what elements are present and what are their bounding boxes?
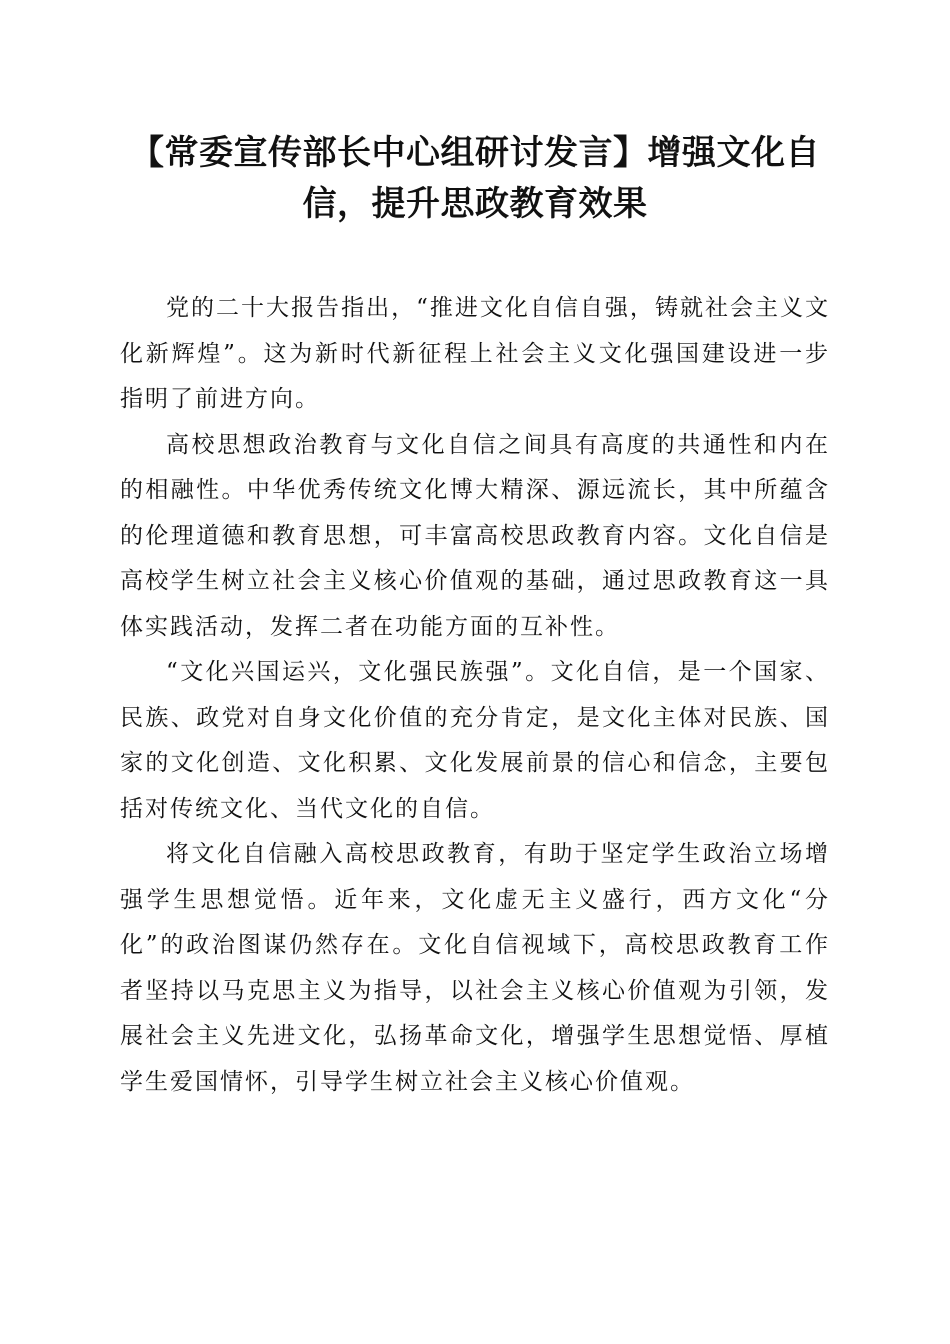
- paragraph-3: “文化兴国运兴，文化强民族强”。文化自信，是一个国家、民族、政党对自身文化价值的充分肯定，是文化主体对民族、国家的文化创造、文化积累、文化发展前景的信心和信念，主要包括对传统文化、当代文化的自信。: [120, 659, 830, 822]
- document-title: 【常委宣传部长中心组研讨发言】增强文化自信，提升思政教育效果: [130, 133, 820, 224]
- paragraph-1: 党的二十大报告指出，“推进文化自信自强，铸就社会主义文化新辉煌”。这为新时代新征程上社会主义文化强国建设进一步指明了前进方向。: [120, 295, 830, 412]
- document-body: [120, 286, 830, 1105]
- paragraph-2: 高校思想政治教育与文化自信之间具有高度的共通性和内在的相融性。中华优秀传统文化博大精深、源远流长，其中所蕴含的伦理道德和教育思想，可丰富高校思政教育内容。文化自信是高校学生树立社会主义核心价值观的基础，通过思政教育这一具体实践活动，发挥二者在功能方面的互补性。: [120, 431, 830, 640]
- paragraph-4: 将文化自信融入高校思政教育，有助于坚定学生政治立场增强学生思想觉悟。近年来，文化虚无主义盛行，西方文化“分化”的政治图谋仍然存在。文化自信视域下，高校思政教育工作者坚持以马克思主义为指导，以社会主义核心价值观为引领，发展社会主义先进文化，弘扬革命文化，增强学生思想觉悟、厚植学生爱国情怀，引导学生树立社会主义核心价值观。: [120, 841, 830, 1095]
